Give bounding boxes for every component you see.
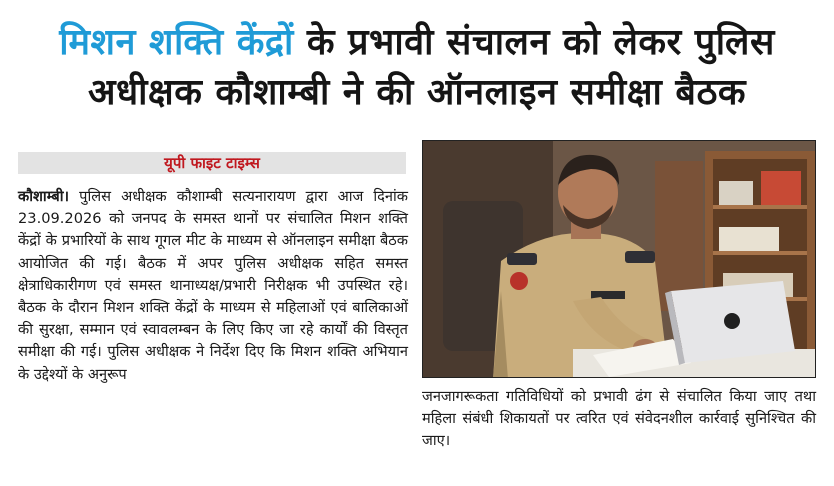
headline-accent: मिशन शक्ति केंद्रों — [59, 22, 294, 63]
cupboard — [655, 161, 703, 311]
article-left-text: पुलिस अधीक्षक कौशाम्बी सत्यनारायण द्वारा आज दिनांक 23.09.2026 को जनपद के समस्त थानों पर संचालित मिशन शक्ति केंद्रों के प्रभारियों के साथ गूगल मीट के माध्यम से ऑनलाइन समीक्षा बैठक आयोजित की गई। बैठक में अपर पुलिस अधीक्षक सहित समस्त क्षेत्राधिकारीगण एवं समस्त थानाध्यक्ष/प्रभारी निरीक्षक भी उपस्थित रहे। बैठक के दौरान मिशन शक्ति केंद्रों के माध्यम से महिलाओं एवं बालिकाओं की सुरक्षा, सम्मान एवं स्वावलम्बन के लिए किए जा रहे कार्यों की विस्तृत समीक्षा की गई। पुलिस अधीक्षक ने निर्देश दिए कि मिशन शक्ति अभियान के उद्देश्यों के अनुरूप — [18, 188, 409, 383]
byline: यूपी फाइट टाइम्स — [164, 154, 260, 172]
headline-line-1 — [0, 18, 834, 68]
article-left-column — [18, 186, 408, 386]
dateline: कौशाम्बी। — [18, 188, 70, 205]
headline — [0, 18, 834, 118]
officer-photo-illustration — [423, 141, 816, 378]
shelf-files-1 — [719, 181, 753, 205]
headline-line-1-rest: के प्रभावी संचालन को लेकर पुलिस — [306, 22, 775, 63]
news-photo — [422, 140, 816, 378]
emblem-badge — [510, 272, 528, 290]
shelf-files-2 — [761, 171, 801, 205]
apple-logo-icon — [724, 313, 740, 329]
shelf-files-3 — [719, 227, 779, 251]
headline-line-2: अधीक्षक कौशाम्बी ने की ऑनलाइन समीक्षा बैठक — [87, 72, 747, 113]
shoulder-badge-left — [507, 253, 537, 265]
article-right-column: जनजागरूकता गतिविधियों को प्रभावी ढंग से संचालित किया जाए तथा महिला संबंधी शिकायतों पर त्वरित एवं संवेदनशील कार्रवाई सुनिश्चित की जाए। — [422, 388, 816, 450]
shoulder-badge-right — [625, 251, 655, 263]
